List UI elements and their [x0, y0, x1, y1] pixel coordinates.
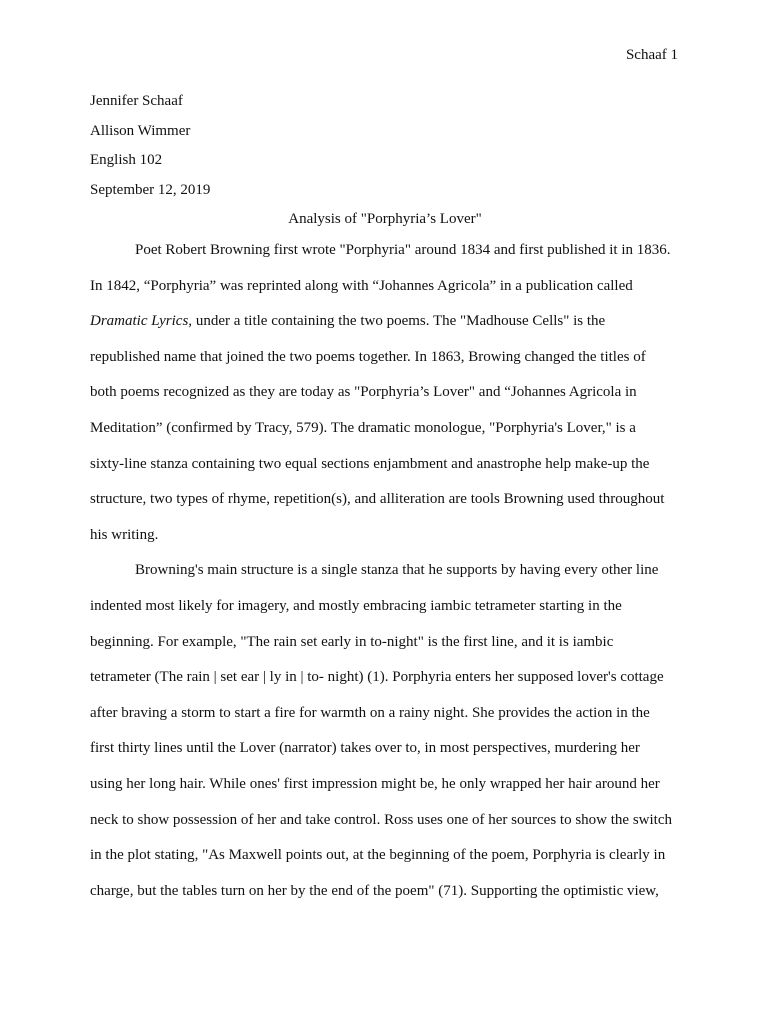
paragraph-2 — [90, 553, 680, 909]
paragraph-line: structure, two types of rhyme, repetition(s), and alliteration are tools Browning used throughout — [90, 491, 665, 508]
instructor-name: Allison Wimmer — [90, 122, 191, 139]
paragraph-line — [90, 304, 680, 340]
paragraph-line: tetrameter (The rain | set ear | ly in | to- night) (1). Porphyria enters her supposed lover's cottage — [90, 669, 664, 686]
paragraph-line: first thirty lines until the Lover (narrator) takes over to, in most perspectives, murdering her — [90, 740, 640, 757]
paragraph-line: republished name that joined the two poems together. In 1863, Browing changed the titles of — [90, 348, 646, 365]
paragraph-line: indented most likely for imagery, and mostly embracing iambic tetrameter starting in the — [90, 597, 622, 614]
paper-date: September 12, 2019 — [90, 181, 211, 198]
paragraph-line: charge, but the tables turn on her by the end of the poem" (71). Supporting the optimistic view, — [90, 882, 659, 899]
paragraph-line: beginning. For example, "The rain set early in to-night" is the first line, and it is iambic — [90, 633, 614, 650]
paragraph-line: both poems recognized as they are today as "Porphyria’s Lover" and “Johannes Agricola in — [90, 384, 637, 401]
paragraph-line: Meditation” (confirmed by Tracy, 579). The dramatic monologue, "Porphyria's Lover," is a — [90, 419, 636, 436]
paragraph-line: Poet Robert Browning first wrote "Porphyria" around 1834 and first published it in 1836. — [135, 242, 671, 258]
mla-heading — [90, 90, 680, 208]
paragraph-line: In 1842, “Porphyria” was reprinted along with “Johannes Agricola” in a publication called — [90, 277, 633, 294]
paragraph-line: sixty-line stanza containing two equal sections enjambment and anastrophe help make-up the — [90, 455, 650, 472]
author-name: Jennifer Schaaf — [90, 93, 183, 109]
paragraph-line: in the plot stating, "As Maxwell points out, at the beginning of the poem, Porphyria is clearly in — [90, 847, 666, 864]
course-name: English 102 — [90, 152, 163, 168]
paragraph-line: his writing. — [90, 526, 159, 543]
paragraph-line-text: under a title containing the two poems. The "Madhouse Cells" is the — [192, 313, 606, 330]
paragraph-line: using her long hair. While ones' first impression might be, he only wrapped her hair around her — [90, 775, 660, 792]
paragraph-line: neck to show possession of her and take control. Ross uses one of her sources to show the switch — [90, 811, 672, 828]
running-head: Schaaf 1 — [625, 47, 678, 63]
paragraph-1 — [90, 233, 680, 553]
paper-body — [90, 233, 680, 909]
paragraph-line: after braving a storm to start a fire for warmth on a rainy night. She provides the action in the — [90, 704, 650, 721]
paragraph-line: Browning's main structure is a single stanza that he supports by having every other line — [135, 562, 659, 579]
paper-title: Analysis of "Porphyria’s Lover" — [288, 211, 482, 227]
italic-title: Dramatic Lyrics, — [90, 313, 193, 330]
